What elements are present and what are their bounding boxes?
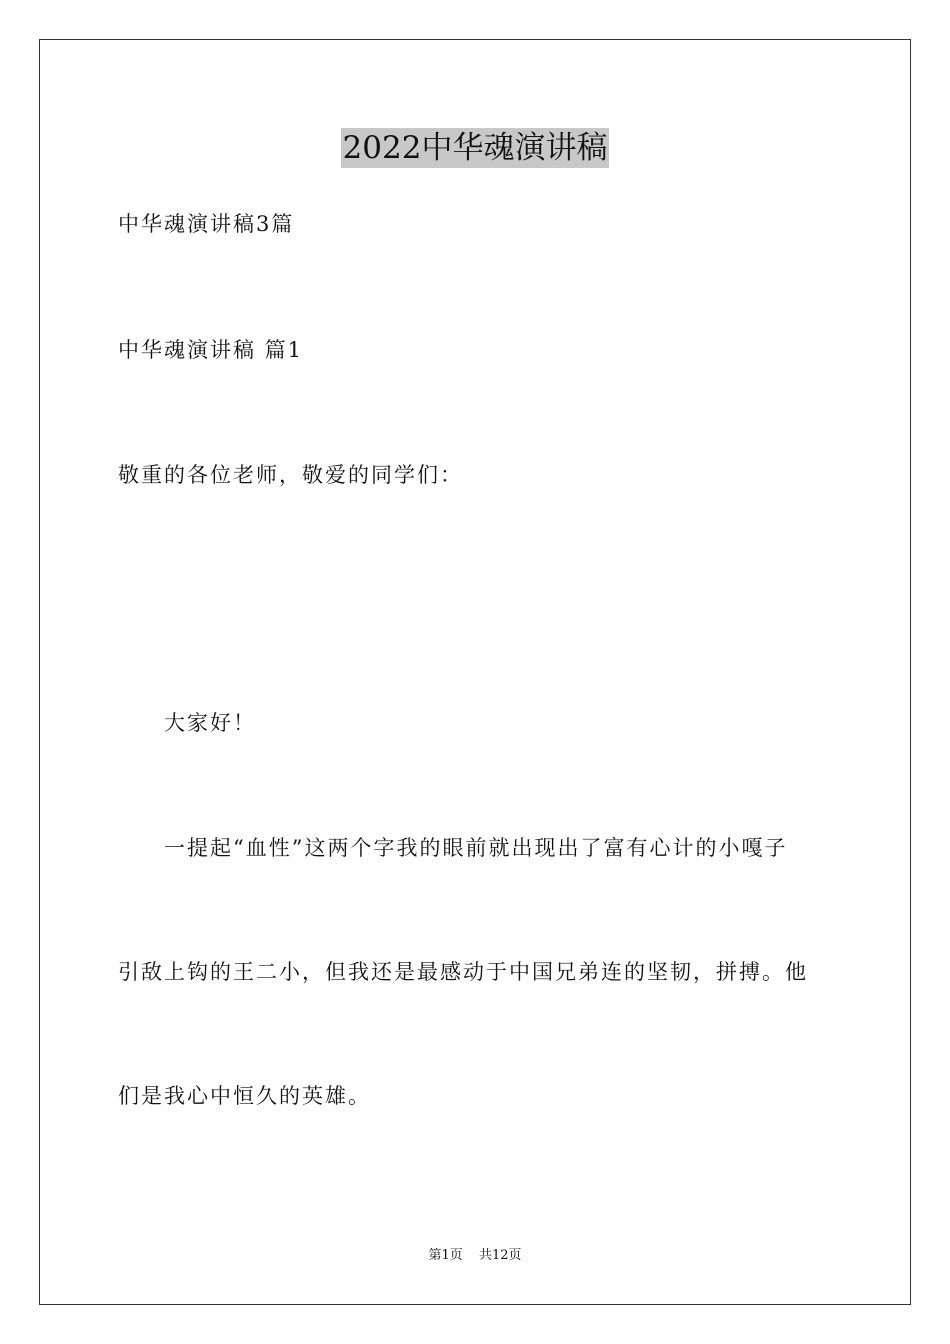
title-container: [0, 128, 950, 168]
page-number-total: 共12页: [478, 1248, 522, 1263]
salutation: 敬重的各位老师，敬爱的同学们：: [118, 463, 463, 487]
page-number-current: 第1页: [428, 1248, 463, 1263]
paragraph-line: 一提起“血性”这两个字我的眼前就出现出了富有心计的小嘎子: [164, 836, 788, 860]
page-footer: [0, 1247, 950, 1265]
section-heading: 中华魂演讲稿 篇1: [118, 338, 304, 362]
paragraph-line: 们是我心中恒久的英雄。: [118, 1084, 371, 1108]
greeting: 大家好！: [164, 711, 256, 735]
document-title: 2022中华魂演讲稿: [342, 130, 608, 166]
paragraph-line: 引敌上钩的王二小，但我还是最感动于中国兄弟连的坚韧，拼搏。他: [118, 960, 808, 984]
document-subtitle: 中华魂演讲稿3篇: [118, 212, 295, 236]
